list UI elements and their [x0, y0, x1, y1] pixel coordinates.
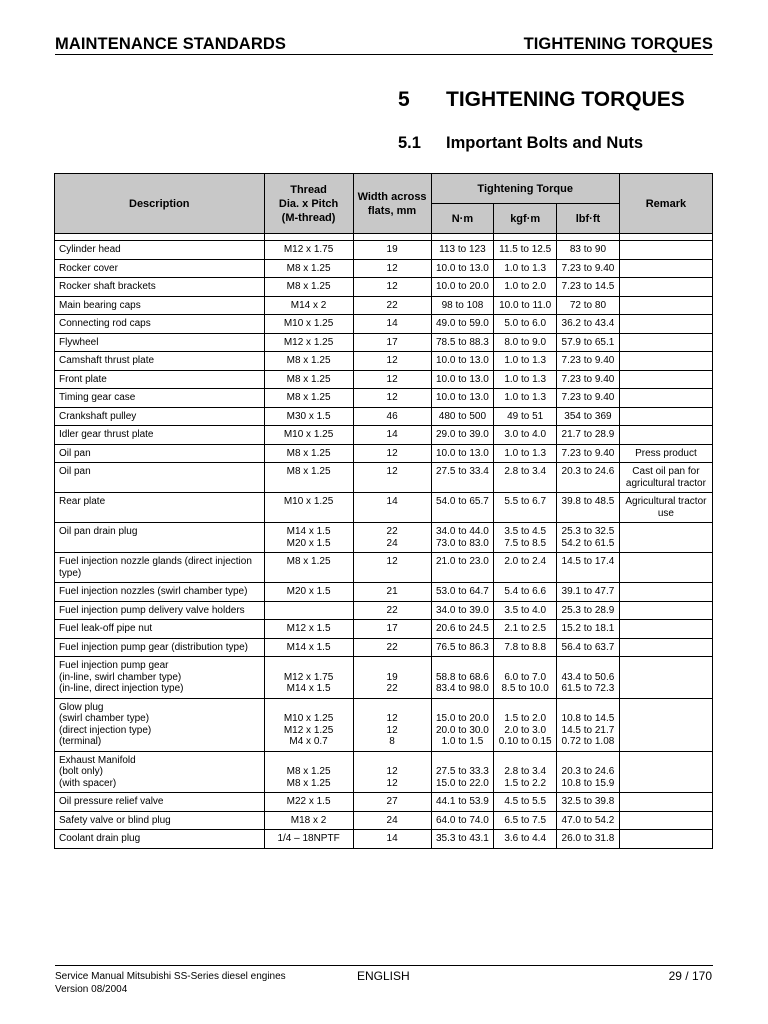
cell-kgfm: 1.0 to 2.0 [494, 278, 557, 297]
cell-desc: Glow plug (swirl chamber type) (direct injection type) (terminal) [55, 698, 265, 751]
cell-kgfm: 11.5 to 12.5 [494, 241, 557, 260]
cell-nm: 34.0 to 39.0 [431, 601, 494, 620]
cell-remark [619, 523, 712, 553]
cell-kgfm: 49 to 51 [494, 407, 557, 426]
cell-nm: 10.0 to 13.0 [431, 352, 494, 371]
cell-kgfm: 1.0 to 1.3 [494, 444, 557, 463]
cell-kgfm: 10.0 to 11.0 [494, 296, 557, 315]
cell-desc: Safety valve or blind plug [55, 811, 265, 830]
footer-manual-title: Service Manual Mitsubishi SS-Series diesel engines [55, 971, 286, 982]
table-row [55, 620, 713, 639]
cell-thread: M20 x 1.5 [264, 583, 353, 602]
cell-remark [619, 333, 712, 352]
cell-desc: Fuel injection nozzle glands (direct injection type) [55, 553, 265, 583]
cell-lbfft: 7.23 to 9.40 [557, 259, 620, 278]
col-header-width: Width across flats, mm [353, 174, 431, 234]
subsection-title [398, 134, 643, 153]
cell-nm: 27.5 to 33.3 15.0 to 22.0 [431, 751, 494, 793]
cell-nm: 58.8 to 68.6 83.4 to 98.0 [431, 657, 494, 699]
cell-remark [619, 315, 712, 334]
cell-width: 14 [353, 426, 431, 445]
torque-table [54, 173, 713, 849]
cell-thread: M10 x 1.25 [264, 315, 353, 334]
cell-desc: Connecting rod caps [55, 315, 265, 334]
cell-kgfm: 4.5 to 5.5 [494, 793, 557, 812]
cell-nm: 27.5 to 33.4 [431, 463, 494, 493]
cell-nm: 64.0 to 74.0 [431, 811, 494, 830]
cell-thread: M12 x 1.75 M14 x 1.5 [264, 657, 353, 699]
cell-lbfft: 14.5 to 17.4 [557, 553, 620, 583]
table-row [55, 278, 713, 297]
cell-lbfft: 32.5 to 39.8 [557, 793, 620, 812]
cell-thread: M8 x 1.25 [264, 352, 353, 371]
cell-width: 12 [353, 463, 431, 493]
section-title [398, 88, 685, 112]
cell-desc: Front plate [55, 370, 265, 389]
table-row [55, 811, 713, 830]
cell-kgfm: 2.8 to 3.4 1.5 to 2.2 [494, 751, 557, 793]
cell-width: 19 [353, 241, 431, 260]
cell-nm: 54.0 to 65.7 [431, 493, 494, 523]
cell-width: 12 12 [353, 751, 431, 793]
cell-kgfm: 6.0 to 7.0 8.5 to 10.0 [494, 657, 557, 699]
cell-kgfm: 1.0 to 1.3 [494, 352, 557, 371]
cell-nm: 35.3 to 43.1 [431, 830, 494, 849]
col-header-remark: Remark [619, 174, 712, 234]
cell-remark: Press product [619, 444, 712, 463]
cell-width: 14 [353, 493, 431, 523]
cell-lbfft: 7.23 to 9.40 [557, 389, 620, 408]
footer-rule [55, 965, 713, 966]
section-title-text: TIGHTENING TORQUES [446, 88, 685, 111]
table-row [55, 751, 713, 793]
cell-lbfft: 25.3 to 28.9 [557, 601, 620, 620]
cell-thread: M10 x 1.25 M12 x 1.25 M4 x 0.7 [264, 698, 353, 751]
cell-width: 27 [353, 793, 431, 812]
cell-thread: M18 x 2 [264, 811, 353, 830]
cell-desc: Fuel injection pump delivery valve holders [55, 601, 265, 620]
table-row [55, 241, 713, 260]
cell-lbfft: 25.3 to 32.5 54.2 to 61.5 [557, 523, 620, 553]
cell-lbfft: 72 to 80 [557, 296, 620, 315]
cell-kgfm: 5.0 to 6.0 [494, 315, 557, 334]
cell-thread: M8 x 1.25 [264, 278, 353, 297]
cell-kgfm: 1.5 to 2.0 2.0 to 3.0 0.10 to 0.15 [494, 698, 557, 751]
section-number: 5 [398, 88, 410, 111]
table-row [55, 352, 713, 371]
cell-width: 17 [353, 333, 431, 352]
cell-thread: M8 x 1.25 [264, 463, 353, 493]
cell-nm: 15.0 to 20.0 20.0 to 30.0 1.0 to 1.5 [431, 698, 494, 751]
footer-version: Version 08/2004 [55, 984, 128, 995]
cell-nm: 480 to 500 [431, 407, 494, 426]
cell-desc: Oil pressure relief valve [55, 793, 265, 812]
table-row [55, 830, 713, 849]
cell-thread: M8 x 1.25 [264, 370, 353, 389]
table-row [55, 389, 713, 408]
table-row [55, 444, 713, 463]
cell-nm: 98 to 108 [431, 296, 494, 315]
cell-remark [619, 352, 712, 371]
cell-remark: Agricultural tractor use [619, 493, 712, 523]
cell-thread: M8 x 1.25 [264, 444, 353, 463]
cell-kgfm: 2.8 to 3.4 [494, 463, 557, 493]
cell-width: 22 [353, 296, 431, 315]
cell-remark [619, 278, 712, 297]
cell-remark [619, 657, 712, 699]
cell-desc: Rear plate [55, 493, 265, 523]
cell-thread: M8 x 1.25 [264, 553, 353, 583]
cell-kgfm: 5.5 to 6.7 [494, 493, 557, 523]
cell-remark [619, 698, 712, 751]
cell-desc: Oil pan [55, 444, 265, 463]
cell-width: 24 [353, 811, 431, 830]
cell-width: 19 22 [353, 657, 431, 699]
cell-desc: Fuel injection pump gear (in-line, swirl chamber type) (in-line, direct injection type) [55, 657, 265, 699]
table-row [55, 657, 713, 699]
cell-thread: M22 x 1.5 [264, 793, 353, 812]
cell-width: 22 [353, 638, 431, 657]
table-row [55, 601, 713, 620]
cell-lbfft: 43.4 to 50.6 61.5 to 72.3 [557, 657, 620, 699]
cell-nm: 44.1 to 53.9 [431, 793, 494, 812]
cell-width: 12 [353, 259, 431, 278]
cell-width: 12 [353, 389, 431, 408]
cell-remark [619, 638, 712, 657]
cell-lbfft: 83 to 90 [557, 241, 620, 260]
cell-thread: M8 x 1.25 M8 x 1.25 [264, 751, 353, 793]
cell-lbfft: 354 to 369 [557, 407, 620, 426]
running-header-left: MAINTENANCE STANDARDS [55, 35, 286, 53]
cell-lbfft: 39.8 to 48.5 [557, 493, 620, 523]
cell-remark [619, 601, 712, 620]
cell-kgfm: 6.5 to 7.5 [494, 811, 557, 830]
cell-remark: Cast oil pan for agricultural tractor [619, 463, 712, 493]
cell-desc: Idler gear thrust plate [55, 426, 265, 445]
cell-nm: 78.5 to 88.3 [431, 333, 494, 352]
cell-remark [619, 426, 712, 445]
cell-desc: Camshaft thrust plate [55, 352, 265, 371]
cell-thread: M14 x 1.5 [264, 638, 353, 657]
footer-left [55, 970, 286, 996]
table-row [55, 315, 713, 334]
table-row [55, 407, 713, 426]
cell-desc: Rocker cover [55, 259, 265, 278]
cell-kgfm: 8.0 to 9.0 [494, 333, 557, 352]
table-row [55, 583, 713, 602]
cell-kgfm: 3.5 to 4.5 7.5 to 8.5 [494, 523, 557, 553]
cell-nm: 10.0 to 13.0 [431, 389, 494, 408]
cell-remark [619, 793, 712, 812]
table-row [55, 333, 713, 352]
cell-remark [619, 259, 712, 278]
cell-width: 21 [353, 583, 431, 602]
cell-nm: 10.0 to 20.0 [431, 278, 494, 297]
torque-table-body [55, 234, 713, 849]
cell-lbfft: 10.8 to 14.5 14.5 to 21.7 0.72 to 1.08 [557, 698, 620, 751]
cell-desc: Fuel leak-off pipe nut [55, 620, 265, 639]
table-row [55, 259, 713, 278]
cell-kgfm: 3.0 to 4.0 [494, 426, 557, 445]
table-row [55, 426, 713, 445]
cell-lbfft: 57.9 to 65.1 [557, 333, 620, 352]
cell-kgfm: 7.8 to 8.8 [494, 638, 557, 657]
cell-width: 12 [353, 352, 431, 371]
cell-width: 12 [353, 553, 431, 583]
cell-remark [619, 751, 712, 793]
cell-remark [619, 370, 712, 389]
cell-lbfft: 20.3 to 24.6 [557, 463, 620, 493]
cell-remark [619, 407, 712, 426]
cell-remark [619, 389, 712, 408]
col-header-kgfm: kgf·m [494, 204, 557, 234]
cell-kgfm: 1.0 to 1.3 [494, 389, 557, 408]
col-header-description: Description [55, 174, 265, 234]
cell-nm: 34.0 to 44.0 73.0 to 83.0 [431, 523, 494, 553]
subsection-title-text: Important Bolts and Nuts [446, 134, 644, 152]
table-row [55, 793, 713, 812]
cell-width: 22 [353, 601, 431, 620]
cell-desc: Fuel injection nozzles (swirl chamber type) [55, 583, 265, 602]
cell-thread: M10 x 1.25 [264, 493, 353, 523]
table-row [55, 296, 713, 315]
cell-desc: Fuel injection pump gear (distribution type) [55, 638, 265, 657]
cell-thread: 1/4 – 18NPTF [264, 830, 353, 849]
cell-lbfft: 47.0 to 54.2 [557, 811, 620, 830]
cell-thread: M30 x 1.5 [264, 407, 353, 426]
cell-nm: 10.0 to 13.0 [431, 370, 494, 389]
cell-desc: Cylinder head [55, 241, 265, 260]
table-spacer-row [55, 234, 713, 241]
cell-thread: M12 x 1.75 [264, 241, 353, 260]
cell-width: 14 [353, 315, 431, 334]
cell-lbfft: 36.2 to 43.4 [557, 315, 620, 334]
cell-nm: 10.0 to 13.0 [431, 259, 494, 278]
cell-width: 12 [353, 444, 431, 463]
col-header-thread: Thread Dia. x Pitch (M-thread) [264, 174, 353, 234]
cell-lbfft: 21.7 to 28.9 [557, 426, 620, 445]
table-row [55, 370, 713, 389]
cell-remark [619, 583, 712, 602]
cell-lbfft: 7.23 to 9.40 [557, 352, 620, 371]
cell-desc: Flywheel [55, 333, 265, 352]
cell-lbfft: 39.1 to 47.7 [557, 583, 620, 602]
cell-width: 46 [353, 407, 431, 426]
cell-width: 17 [353, 620, 431, 639]
cell-nm: 20.6 to 24.5 [431, 620, 494, 639]
cell-desc: Rocker shaft brackets [55, 278, 265, 297]
cell-kgfm: 3.5 to 4.0 [494, 601, 557, 620]
cell-nm: 49.0 to 59.0 [431, 315, 494, 334]
footer-page-number: 29 / 170 [668, 969, 712, 983]
cell-thread: M14 x 1.5 M20 x 1.5 [264, 523, 353, 553]
cell-remark [619, 811, 712, 830]
cell-remark [619, 620, 712, 639]
table-row [55, 493, 713, 523]
cell-desc: Oil pan drain plug [55, 523, 265, 553]
cell-remark [619, 241, 712, 260]
cell-lbfft: 7.23 to 9.40 [557, 370, 620, 389]
subsection-number: 5.1 [398, 134, 421, 152]
running-header-right: TIGHTENING TORQUES [523, 35, 713, 53]
cell-lbfft: 26.0 to 31.8 [557, 830, 620, 849]
cell-thread: M12 x 1.25 [264, 333, 353, 352]
cell-lbfft: 20.3 to 24.6 10.8 to 15.9 [557, 751, 620, 793]
cell-lbfft: 15.2 to 18.1 [557, 620, 620, 639]
cell-remark [619, 830, 712, 849]
col-header-lbfft: lbf·ft [557, 204, 620, 234]
table-row [55, 698, 713, 751]
col-header-nm: N·m [431, 204, 494, 234]
col-header-torque: Tightening Torque [431, 174, 619, 204]
cell-desc: Exhaust Manifold (bolt only) (with spacer) [55, 751, 265, 793]
cell-width: 22 24 [353, 523, 431, 553]
cell-kgfm: 1.0 to 1.3 [494, 370, 557, 389]
cell-thread [264, 601, 353, 620]
table-row [55, 638, 713, 657]
cell-nm: 29.0 to 39.0 [431, 426, 494, 445]
cell-desc: Main bearing caps [55, 296, 265, 315]
cell-desc: Timing gear case [55, 389, 265, 408]
cell-remark [619, 553, 712, 583]
cell-width: 12 [353, 370, 431, 389]
table-row [55, 463, 713, 493]
cell-lbfft: 7.23 to 14.5 [557, 278, 620, 297]
cell-width: 14 [353, 830, 431, 849]
header-rule [55, 54, 713, 55]
cell-thread: M12 x 1.5 [264, 620, 353, 639]
cell-nm: 10.0 to 13.0 [431, 444, 494, 463]
cell-nm: 53.0 to 64.7 [431, 583, 494, 602]
cell-width: 12 12 8 [353, 698, 431, 751]
cell-kgfm: 1.0 to 1.3 [494, 259, 557, 278]
cell-remark [619, 296, 712, 315]
cell-lbfft: 7.23 to 9.40 [557, 444, 620, 463]
cell-thread: M8 x 1.25 [264, 389, 353, 408]
cell-thread: M14 x 2 [264, 296, 353, 315]
cell-nm: 76.5 to 86.3 [431, 638, 494, 657]
cell-kgfm: 2.1 to 2.5 [494, 620, 557, 639]
cell-thread: M8 x 1.25 [264, 259, 353, 278]
cell-nm: 21.0 to 23.0 [431, 553, 494, 583]
table-row [55, 553, 713, 583]
cell-kgfm: 3.6 to 4.4 [494, 830, 557, 849]
cell-nm: 113 to 123 [431, 241, 494, 260]
cell-kgfm: 5.4 to 6.6 [494, 583, 557, 602]
footer-language: ENGLISH [357, 969, 410, 983]
cell-desc: Crankshaft pulley [55, 407, 265, 426]
cell-desc: Coolant drain plug [55, 830, 265, 849]
cell-thread: M10 x 1.25 [264, 426, 353, 445]
cell-kgfm: 2.0 to 2.4 [494, 553, 557, 583]
cell-lbfft: 56.4 to 63.7 [557, 638, 620, 657]
cell-width: 12 [353, 278, 431, 297]
table-row [55, 523, 713, 553]
cell-desc: Oil pan [55, 463, 265, 493]
